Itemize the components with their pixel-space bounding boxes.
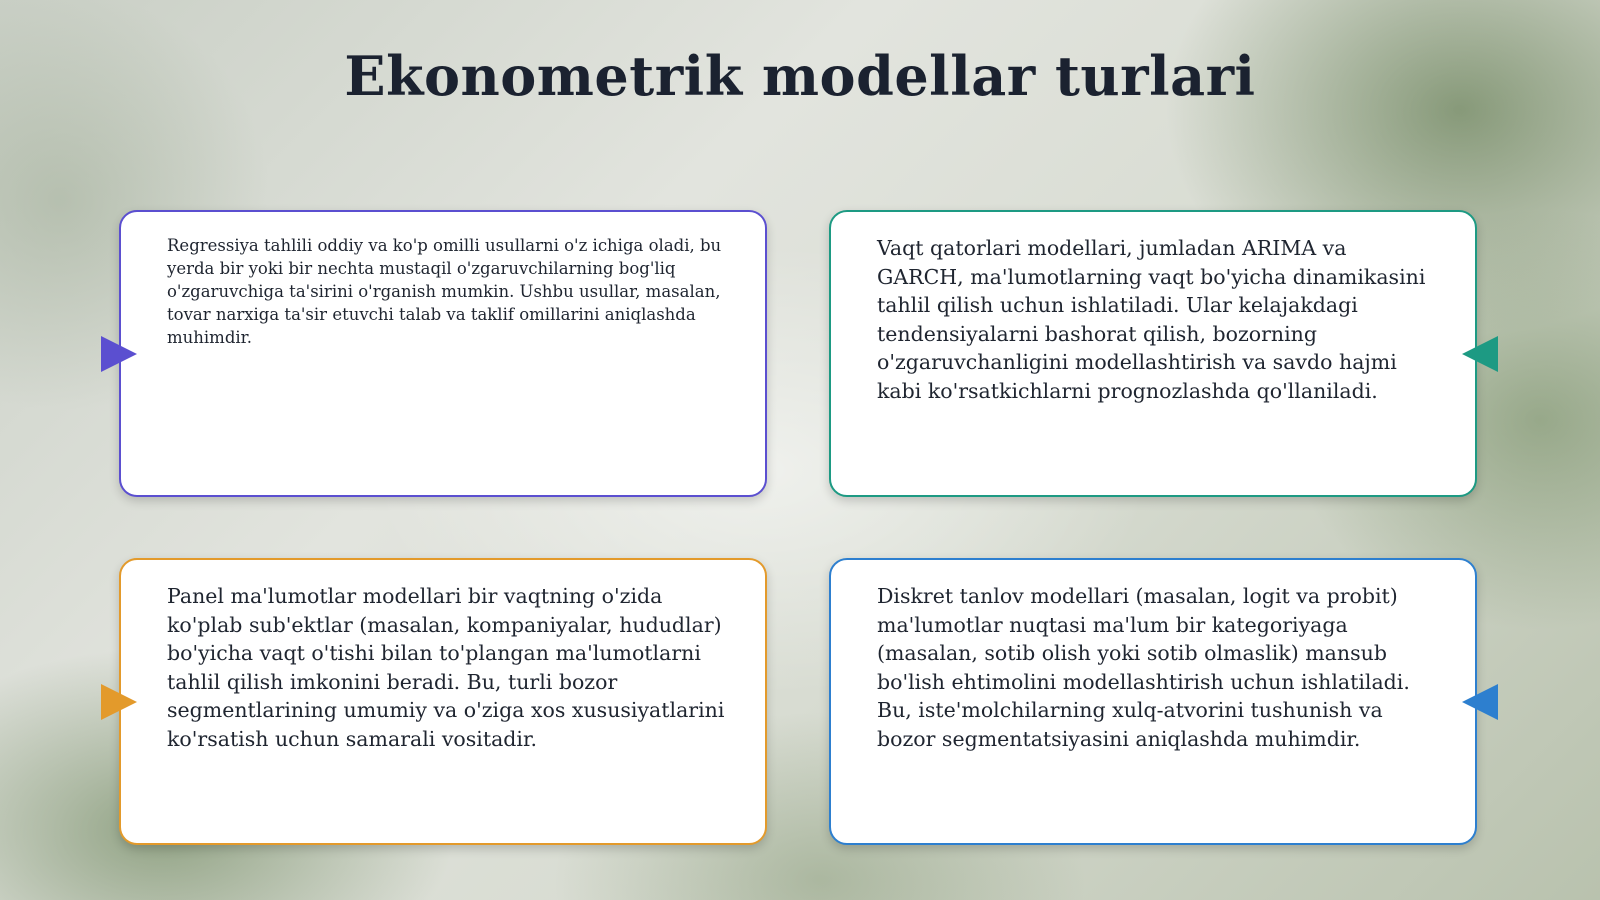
card-text: Vaqt qatorlari modellari, jumladan ARIMA va GARCH, ma'lumotlarning vaqt bo'yicha dinamikasini tahlil qilish uchun ishlatiladi. Ular kelajakdagi tendensiyalarni bashorat qilish, bozorning o'zgaruvchanligini modellashtirish va savdo hajmi kabi ko'rsatkichlarni prognozlashda qo'llaniladi. — [877, 236, 1426, 403]
card-text: Regressiya tahlili oddiy va ko'p omilli usullarni o'z ichiga oladi, bu yerda bir yoki bir nechta mustaqil o'zgaruvchilarning bog'liq o'zgaruvchiga ta'sirini o'rganish mumkin. Ushbu usullar, masalan, tovar narxiga ta'sir etuvchi talab va taklif omillarini aniqlashda muhimdir. — [167, 236, 722, 347]
triangle-right-icon — [101, 336, 137, 372]
triangle-left-icon — [1462, 684, 1498, 720]
card-text: Diskret tanlov modellari (masalan, logit va probit) ma'lumotlar nuqtasi ma'lum bir kategoriyaga (masalan, sotib olish yoki sotib olmaslik) mansub bo'lish ehtimolini modellashtirish uchun ishlatiladi. Bu, iste'molchilarning xulq-atvorini tushunish va bozor segmentatsiyasini aniqlashda muhimdir. — [877, 584, 1410, 751]
card-panel-data — [119, 558, 767, 845]
card-text: Panel ma'lumotlar modellari bir vaqtning o'zida ko'plab sub'ektlar (masalan, kompaniyalar, hududlar) bo'yicha vaqt o'tishi bilan to'plangan ma'lumotlarni tahlil qilish imkonini beradi. Bu, turli bozor segmentlarining umumiy va o'ziga xos xususiyatlarini ko'rsatish uchun samarali vositadir. — [167, 584, 725, 751]
triangle-right-icon — [101, 684, 137, 720]
slide-title: Ekonometrik modellar turlari — [344, 44, 1256, 108]
card-regression — [119, 210, 767, 497]
card-time-series — [829, 210, 1477, 497]
card-discrete-choice — [829, 558, 1477, 845]
triangle-left-icon — [1462, 336, 1498, 372]
